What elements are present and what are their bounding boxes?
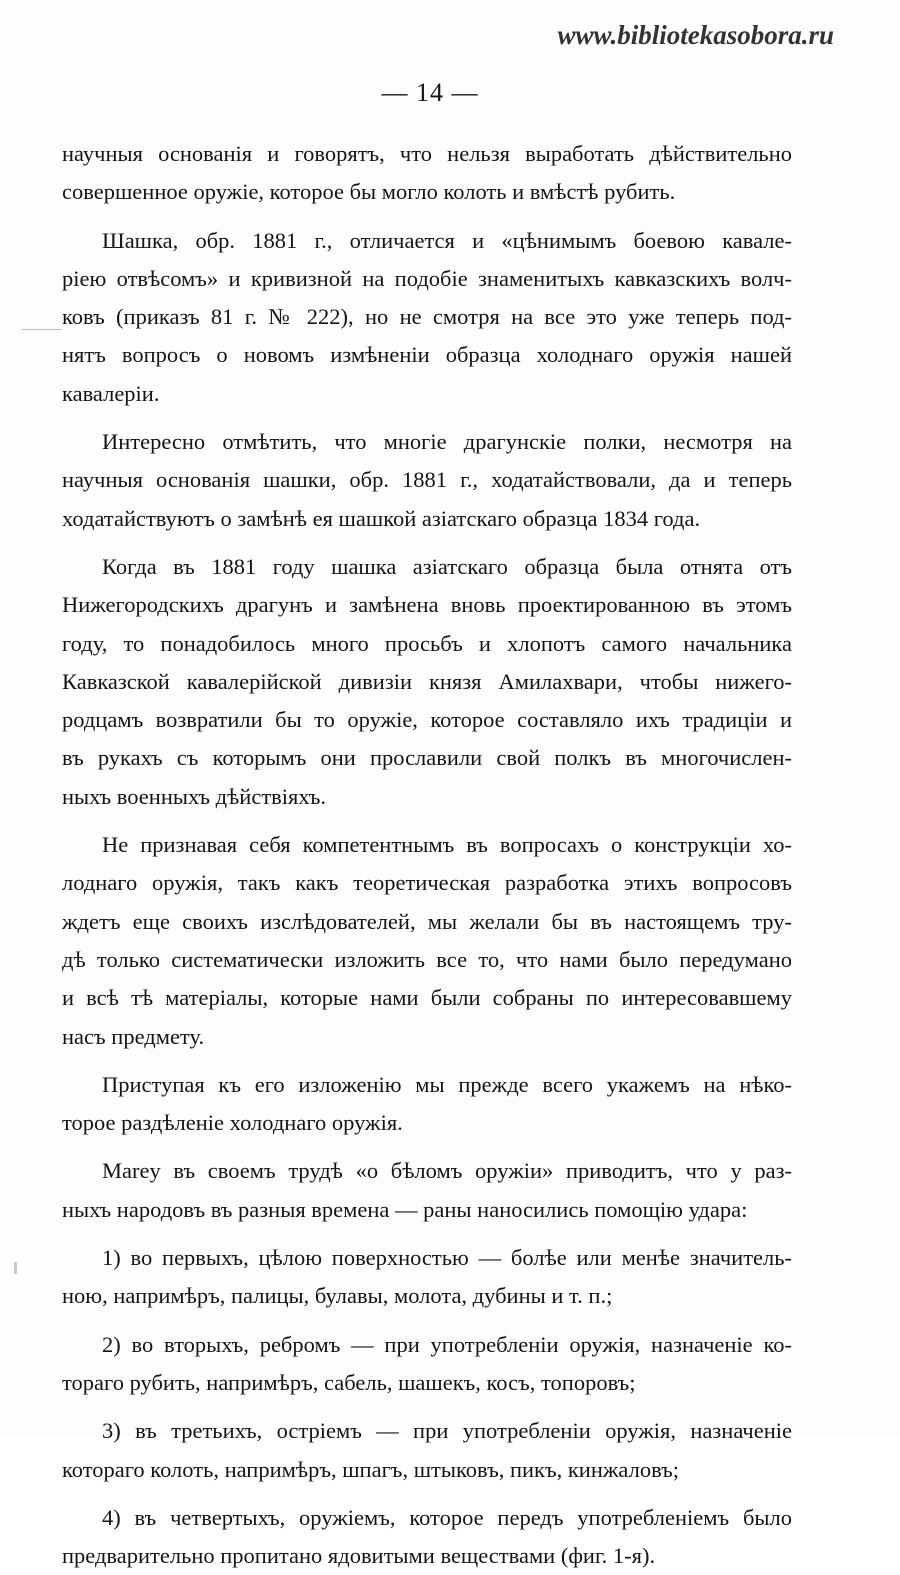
text-line: 1) во первыхъ, цѣлою поверхностью — болѣе или менѣе значитель- — [102, 1245, 792, 1271]
text-line: совершенное оружіе, которое бы могло колоть и вмѣстѣ рубить. — [62, 179, 676, 205]
text-line: родцамъ возвратили бы то оружіе, которое составляло ихъ традиціи и — [62, 707, 792, 733]
text-line: предварительно пропитано ядовитыми веществами (фиг. 1-я). — [62, 1543, 656, 1569]
text-line: 3) въ третьихъ, остріемъ — при употребленіи оружія, назначеніе — [102, 1418, 792, 1444]
paragraph — [62, 1066, 792, 1143]
body-text — [62, 135, 792, 1575]
text-line: ныхъ народовъ въ разныя времена — раны наносились помощію удара: — [62, 1196, 748, 1222]
text-line: Интересно отмѣтить, что многіе драгунскіе полки, несмотря на — [102, 429, 792, 455]
text-line: лоднаго оружія, такъ какъ теоретическая разработка этихъ вопросовъ — [62, 870, 792, 896]
text-line: котораго колоть, напримѣръ, шпагъ, штыковъ, пикъ, кинжаловъ; — [62, 1456, 680, 1482]
text-line: 4) въ четвертыхъ, оружіемъ, которое передъ употребленіемъ было — [102, 1504, 792, 1530]
paragraph-gap — [62, 538, 792, 548]
text-line: тораго рубить, напримѣръ, сабель, шашекъ, косъ, топоровъ; — [62, 1369, 636, 1395]
text-line: Приступая къ его изложенію мы прежде всего укажемъ на нѣко- — [102, 1071, 792, 1097]
paragraph-gap — [62, 212, 792, 222]
text-line: ріею отвѣсомъ» и кривизной на подобіе знаменитыхъ кавказскихъ волч- — [62, 265, 792, 291]
text-line: Когда въ 1881 году шашка азіатскаго образца была отнята отъ — [102, 553, 792, 579]
text-line: научныя основанія и говорятъ, что нельзя выработать дѣйствительно — [62, 141, 792, 166]
text-line: дѣ только систематически изложить все то, что нами было передумано — [62, 946, 792, 972]
paragraph-gap — [62, 1316, 792, 1326]
text-line: научныя основанія шашки, обр. 1881 г., ходатайствовали, да и теперь — [62, 467, 792, 493]
margin-mark — [14, 1262, 17, 1274]
text-line: и всѣ тѣ матеріалы, которые нами были собраны по интересовавшему — [62, 985, 792, 1011]
page-number: — 14 — — [381, 78, 479, 107]
text-line: Шашка, обр. 1881 г., отличается и «цѣнимымъ боевою кавале- — [102, 227, 792, 253]
text-line: кавалеріи. — [62, 380, 160, 406]
paragraph-gap — [62, 1056, 792, 1066]
site-watermark: www.bibliotekasobora.ru — [557, 20, 834, 50]
paragraph — [62, 135, 792, 212]
text-line: торое раздѣленіе холоднаго оружія. — [62, 1110, 403, 1136]
paragraph-gap — [62, 1229, 792, 1239]
text-line: Кавказской кавалерійской дивизіи князя Амилахвари, чтобы нижего- — [62, 668, 792, 694]
text-line: въ рукахъ съ которымъ они прославили свой полкъ въ многочислен- — [62, 745, 792, 771]
text-line: нятъ вопросъ о новомъ измѣненіи образца холоднаго оружія нашей — [62, 342, 792, 368]
text-line: 2) во вторыхъ, ребромъ — при употребленіи оружія, назначеніе ко- — [102, 1331, 792, 1357]
paragraph — [62, 423, 792, 538]
paragraph-gap — [62, 1489, 792, 1499]
paragraph — [62, 1499, 792, 1575]
paragraph-gap — [62, 1142, 792, 1152]
paragraph-gap — [62, 413, 792, 423]
text-line: ковъ (приказъ 81 г. № 222), но не смотря на все это уже теперь под- — [62, 304, 792, 330]
paragraph — [62, 222, 792, 413]
margin-mark — [22, 329, 62, 330]
paragraph — [62, 1412, 792, 1489]
text-line: Нижегородскихъ драгунъ и замѣнена вновь проектированною въ этомъ — [62, 592, 792, 618]
paragraph-gap — [62, 816, 792, 826]
text-line: ною, напримѣръ, палицы, булавы, молота, дубины и т. п.; — [62, 1283, 613, 1309]
text-line: Не признавая себя компетентнымъ въ вопросахъ о конструкціи хо- — [102, 832, 792, 858]
paragraph — [62, 548, 792, 816]
text-line: Marey въ своемъ трудѣ «о бѣломъ оружіи» приводитъ, что у раз- — [102, 1158, 792, 1184]
text-line: насъ предмету. — [62, 1023, 205, 1049]
text-line: ждетъ еще своихъ изслѣдователей, мы желали бы въ настоящемъ тру- — [62, 908, 792, 934]
paragraph — [62, 826, 792, 1056]
paragraph — [62, 1152, 792, 1229]
paragraph — [62, 1239, 792, 1316]
text-line: ходатайствуютъ о замѣнѣ ея шашкой азіатскаго образца 1834 года. — [62, 505, 701, 531]
text-line: году, то понадобилось много просьбъ и хлопотъ самого начальника — [62, 630, 792, 656]
text-line: ныхъ военныхъ дѣйствіяхъ. — [62, 783, 327, 809]
paragraph-gap — [62, 1402, 792, 1412]
paragraph — [62, 1326, 792, 1403]
